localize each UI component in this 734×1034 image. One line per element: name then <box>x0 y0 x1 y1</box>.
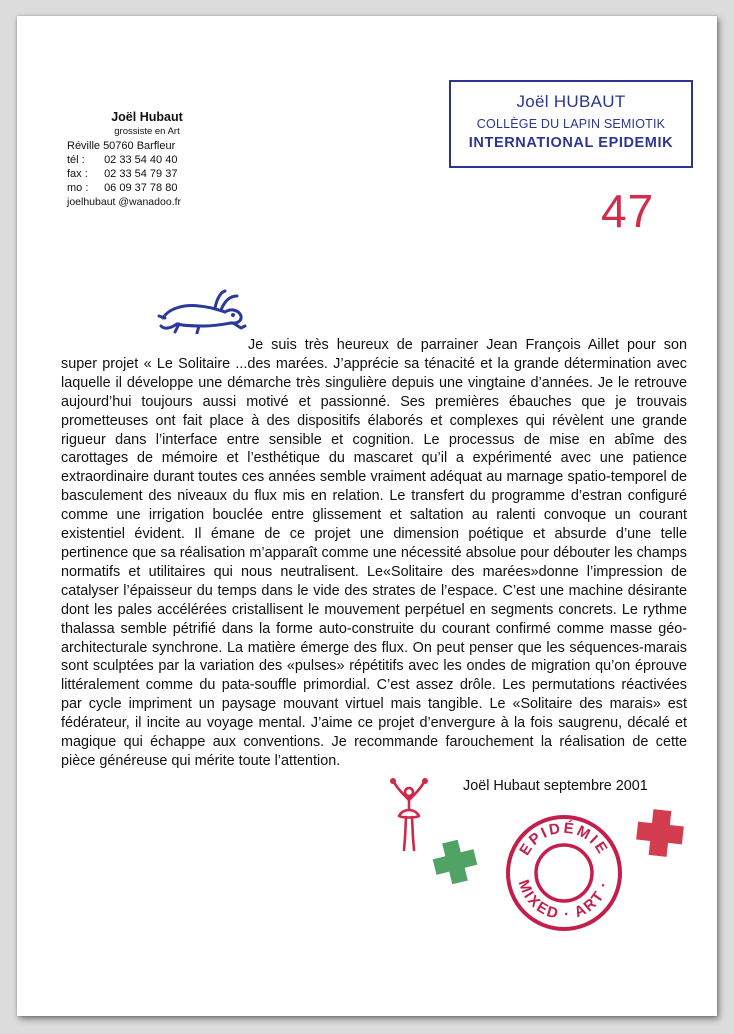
green-cross-stamp-icon <box>431 838 479 886</box>
document-page <box>17 16 717 1016</box>
stamp-line-2: COLLÈGE DU LAPIN SEMIOTIK <box>476 117 666 131</box>
letterhead-name: Joël Hubaut <box>111 110 183 124</box>
svg-text:EPIDÉMIE <box>516 820 612 859</box>
fax-label: fax : <box>67 168 88 180</box>
fax-number: 02 33 54 79 37 <box>104 168 178 180</box>
seal-bottom-text: MIXED · ART · <box>514 877 614 924</box>
ballerina-stamp-icon <box>387 776 431 854</box>
epidemie-mixed-art-seal <box>502 811 626 935</box>
letterhead-address: Réville 50760 Barfleur <box>67 140 176 152</box>
stamp-line-3: INTERNATIONAL EPIDEMIK <box>468 135 674 151</box>
mobile-label: mo : <box>67 182 89 194</box>
letter-body: Je suis très heureux de parrainer Jean François Aillet pour son super projet « Le Solitaire ...des marées. J’apprécie sa ténacité et la grande détermination avec laquelle il développe une démarche très singulière depuis une vingtaine d’années. Je le retrouve aujourd’hui toujours aussi motivé et passionné. Ses premières ébauches que je trouvais prometteuses ont fait place à des dispositifs élaborés et complexes qui révèlent une grande rigueur dans l’interface entre sensible et cognition. Le processus de mise en abîme des carottages de mémoire et l’esthétique du mascaret qu’il a expérimenté avec une patience extraordinaire durant toutes ces années semble vraiment adéquat au marnage spatio-temporel de basculement des niveaux du flux mis en relation. Le transfert du programme d’estran configuré comme une irrigation bouclée entre glissement et saltation au ralenti convoque un courant existentiel évident. Il émane de ce projet une dimension poétique et absurde d’une telle pertinence que sa réalisation m’apparaît comme une nécessité absolue pour débouter les champs normatifs et utilitaires qui nous neutralisent. Le«Solitaire des marées»donne l’impression de catalyser l’épaisseur du temps dans le vide des strates de l’espace. C’est une machine désirante dont les pales accélérées cristallisent le mouvement perpétuel en segments concrets. Le rythme thalassa semble pétrifié dans la forme auto-construite du courant confirmé comme masse géo-architecturale synchrone. La matière émerge des flux. On peut penser que les séquences-marais sont sculptées par la variation des «pulses» répétitifs avec les ondes de migration qu’on éprouve littéralement comme du pata-souffle primordial. C’est assez drôle. Les permutations réactivées par cycle impriment un paysage mouvant virtuel mais tangible. Le «Solitaire des marais» est fédérateur, il incite au voyage mental. J’aime ce projet d’envergure à la fois saugrenu, décalé et magique qui échappe aux conventions. Je recommande farouchement la réalisation de cette pièce généreuse qui mérite toute l’attention. <box>61 337 687 769</box>
signature-line: Joël Hubaut septembre 2001 <box>463 778 648 794</box>
red-cross-stamp-icon <box>633 806 687 860</box>
seal-top-text: EPIDÉMIE <box>516 819 612 859</box>
letterhead-role: grossiste en Art <box>114 126 180 137</box>
page-number-stamp: 47 <box>601 185 655 237</box>
letterhead <box>67 110 227 209</box>
letterhead-mobile-line <box>67 181 227 195</box>
phone-label: tél : <box>67 154 85 166</box>
letterhead-fax-line <box>67 167 227 181</box>
mobile-number: 06 09 37 78 80 <box>104 182 178 194</box>
letterhead-phone-line <box>67 153 227 167</box>
phone-number: 02 33 54 40 40 <box>104 154 178 166</box>
rabbit-stamp-icon <box>155 288 251 334</box>
stamp-line-1: Joël HUBAUT <box>516 92 626 111</box>
letterhead-email: joelhubaut @wanadoo.fr <box>67 196 181 208</box>
institution-stamp <box>449 80 693 168</box>
